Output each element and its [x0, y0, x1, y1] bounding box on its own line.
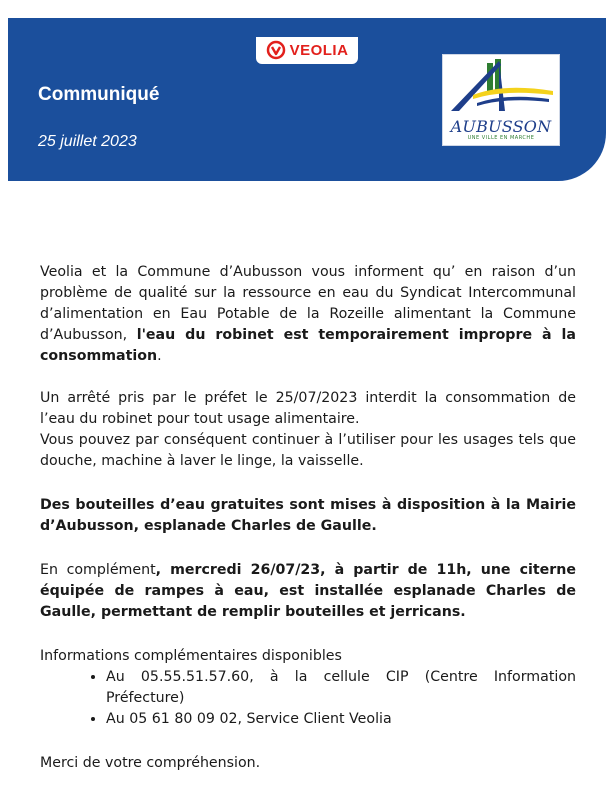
- veolia-brand-tab: [256, 37, 359, 64]
- communique-body: [40, 262, 576, 774]
- veolia-logo-icon: [266, 40, 286, 60]
- aubusson-logo: [442, 54, 560, 146]
- aubusson-emblem-icon: [443, 55, 559, 121]
- warning-text: l'eau du robinet est temporairement impropre à la consommation: [40, 327, 576, 364]
- paragraph-decree: Un arrêté pris par le préfet le 25/07/2023 interdit la consommation de l’eau du robinet pour tout usage alimentaire.: [40, 390, 576, 427]
- header-banner: [8, 18, 606, 181]
- info-heading: Informations complémentaires disponibles: [40, 648, 342, 664]
- publication-date: 25 juillet 2023: [38, 133, 137, 150]
- page-title: Communiqué: [38, 84, 160, 105]
- paragraph-tanker: En complément, mercredi 26/07/23, à partir de 11h, une citerne équipée de rampes à eau, est installée esplanade Charles de Gaulle, permettant de remplir bouteilles et jerricans.: [40, 562, 576, 620]
- info-list: [40, 667, 576, 730]
- paragraph-bottles: Des bouteilles d’eau gratuites sont mises à disposition à la Mairie d’Aubusson, esplanade Charles de Gaulle.: [40, 497, 576, 534]
- list-item: • Au 05.55.51.57.60, à la cellule CIP (Centre Information Préfecture): [106, 667, 576, 709]
- paragraph-intro: Veolia et la Commune d’Aubusson vous informent qu’ en raison d’un problème de qualité sur la ressource en eau du Syndicat Intercommunal d’alimentation en Eau Potable de la Rozeille alimentant la Commune d’Aubusson, l'eau du robinet est temporairement impropre à la consommation.: [40, 264, 576, 364]
- veolia-wordmark: VEOLIA: [289, 41, 349, 59]
- paragraph-usage: Vous pouvez par conséquent continuer à l’utiliser pour les usages tels que douche, machine à laver le linge, la vaisselle.: [40, 432, 576, 469]
- closing-text: Merci de votre compréhension.: [40, 755, 261, 771]
- list-item: • Au 05 61 80 09 02, Service Client Veolia: [106, 709, 576, 730]
- aubusson-wordmark: AUBUSSON: [450, 117, 552, 136]
- aubusson-tagline: UNE VILLE EN MARCHE: [467, 135, 535, 141]
